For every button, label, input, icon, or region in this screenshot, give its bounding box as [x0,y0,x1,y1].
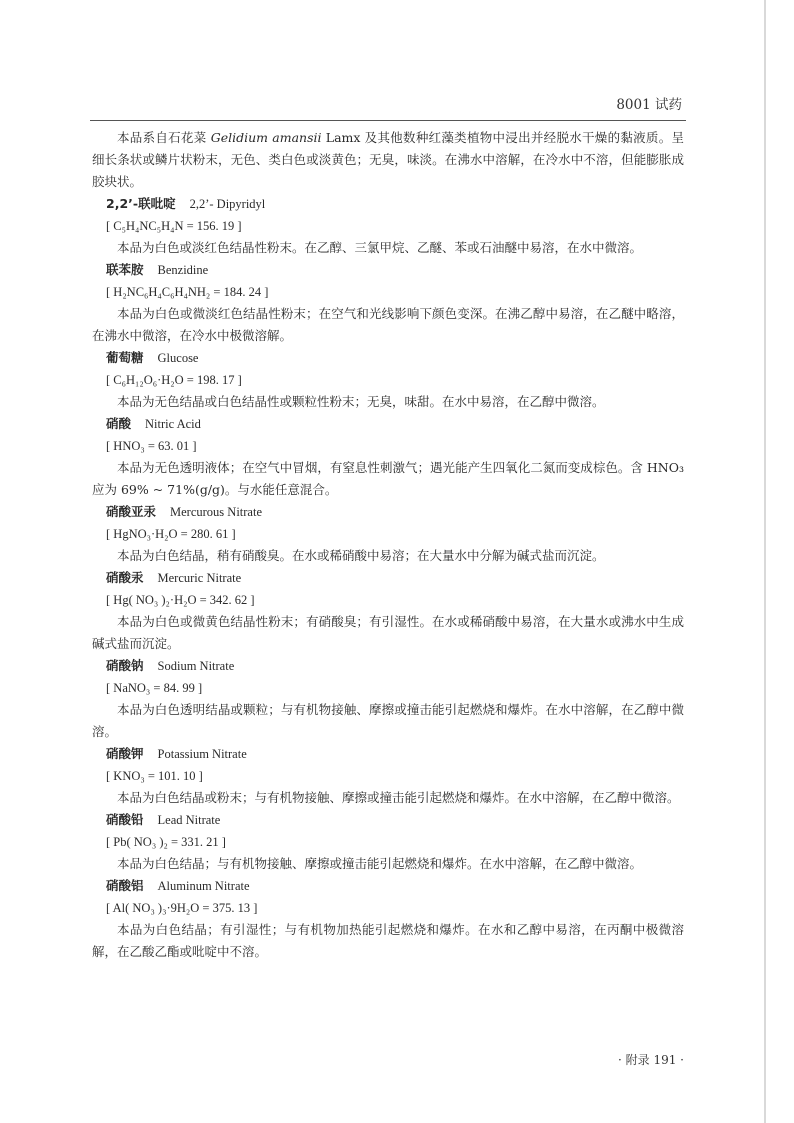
entry-description: 本品为白色或微淡红色结晶性粉末；在空气和光线影响下颜色变深。在沸乙醇中易溶，在乙醚中略溶，在沸水中微溶，在冷水中极微溶解。 [92,306,684,343]
entry-formula: [ Pb( NO₃ )₂ = 331. 21 ] [106,835,226,849]
entry-formula: [ H₂NC₆H₄C₆H₄NH₂ = 184. 24 ] [106,285,269,299]
entry-description: 本品为无色结晶或白色结晶性或颗粒性粉末；无臭，味甜。在水中易溶，在乙醇中微溶。 [117,394,605,409]
entry-formula: [ KNO₃ = 101. 10 ] [106,769,203,783]
entry-chinese-name: 硝酸汞 [106,570,144,585]
entry-formula: [ HNO₃ = 63. 01 ] [106,439,197,453]
entry-title [92,875,684,897]
intro-post: Lamx 及其他数种红藻类植物中浸出并经脱水干燥的黏液质。呈细长条状或鳞片状粉末，无色、类白色或淡黄色；无臭，味淡。在沸水中溶解，在冷水中不溶，但能膨胀成胶块状。 [92,130,684,189]
entry-english-name: Benzidine [157,263,209,277]
entry-chinese-name: 硝酸亚汞 [106,504,157,519]
entry-english-name: Nitric Acid [145,417,201,431]
entry-english-name: Sodium Nitrate [157,659,235,673]
running-header: 8001 试药 [616,97,682,113]
entry-chinese-name: 硝酸铅 [106,812,144,827]
header-rule [90,120,686,121]
entry-english-name: Aluminum Nitrate [157,879,250,893]
entry-nitric-acid [92,413,684,501]
entry-english-name: Mercurous Nitrate [170,505,262,519]
entry-chinese-name: 联苯胺 [106,262,144,277]
entry-formula: [ NaNO₃ = 84. 99 ] [106,681,203,695]
intro-pre: 本品系自石花菜 [117,130,211,145]
entry-title [92,501,684,523]
entry-chinese-name: 2,2’-联吡啶 [106,196,176,211]
entry-formula: [ Hg( NO₃ )₂·H₂O = 342. 62 ] [106,593,255,607]
entry-title [92,655,684,677]
entry-chinese-name: 葡萄糖 [106,350,144,365]
page-edge-line [764,0,766,1123]
entry-formula: [ Al( NO₃ )₃·9H₂O = 375. 13 ] [106,901,258,915]
entry-formula: [ HgNO₃·H₂O = 280. 61 ] [106,527,236,541]
entry-title [92,567,684,589]
entry-description: 本品为无色透明液体；在空气中冒烟，有窒息性刺激气；遇光能产生四氧化二氮而变成棕色。含 HNO₃ 应为 69% ~ 71%(g/g)。与水能任意混合。 [92,460,684,497]
entry-formula: [ C₅H₄NC₅H₄N = 156. 19 ] [106,219,242,233]
entry-glucose [92,347,684,413]
entry-potassium-nitrate [92,743,684,809]
entry-english-name: Potassium Nitrate [157,747,247,761]
entry-title [92,743,684,765]
page-body [92,127,684,963]
entry-english-name: Lead Nitrate [157,813,221,827]
entry-description: 本品为白色结晶或粉末；与有机物接触、摩擦或撞击能引起燃烧和爆炸。在水中溶解，在乙醇中微溶。 [117,790,680,805]
entry-chinese-name: 硝酸 [106,416,132,431]
entry-description: 本品为白色或微黄色结晶性粉末；有硝酸臭；有引湿性。在水或稀硝酸中易溶，在大量水或沸水中生成碱式盐而沉淀。 [92,614,684,651]
entry-description: 本品为白色或淡红色结晶性粉末。在乙醇、三氯甲烷、乙醚、苯或石油醚中易溶，在水中微溶。 [117,240,643,255]
entry-formula: [ C₆H₁₂O₆·H₂O = 198. 17 ] [106,373,242,387]
entry-english-name: 2,2’- Dipyridyl [189,197,266,211]
entry-description: 本品为白色透明结晶或颗粒；与有机物接触、摩擦或撞击能引起燃烧和爆炸。在水中溶解，在乙醇中微溶。 [92,702,684,739]
entry-english-name: Mercuric Nitrate [157,571,242,585]
entry-dipyridyl [92,193,684,259]
entry-description: 本品为白色结晶；有引湿性；与有机物加热能引起燃烧和爆炸。在水和乙醇中易溶，在丙酮中极微溶解，在乙酸乙酯或吡啶中不溶。 [92,922,684,959]
entry-mercuric-nitrate [92,567,684,655]
entry-chinese-name: 硝酸钾 [106,746,144,761]
intro-species: Gelidium amansii [210,130,322,145]
intro-paragraph [92,127,684,193]
entry-chinese-name: 硝酸铝 [106,878,144,893]
entry-title [92,809,684,831]
entry-aluminum-nitrate [92,875,684,963]
entry-title [92,413,684,435]
entry-description: 本品为白色结晶，稍有硝酸臭。在水或稀硝酸中易溶；在大量水中分解为碱式盐而沉淀。 [117,548,605,563]
entry-sodium-nitrate [92,655,684,743]
entry-benzidine [92,259,684,347]
entry-title [92,193,684,215]
entry-english-name: Glucose [157,351,199,365]
entry-lead-nitrate [92,809,684,875]
entry-title [92,347,684,369]
entry-chinese-name: 硝酸钠 [106,658,144,673]
entry-mercurous-nitrate [92,501,684,567]
entry-title [92,259,684,281]
page-number: · 附录 191 · [618,1053,684,1067]
entry-description: 本品为白色结晶；与有机物接触、摩擦或撞击能引起燃烧和爆炸。在水中溶解，在乙醇中微溶。 [117,856,643,871]
